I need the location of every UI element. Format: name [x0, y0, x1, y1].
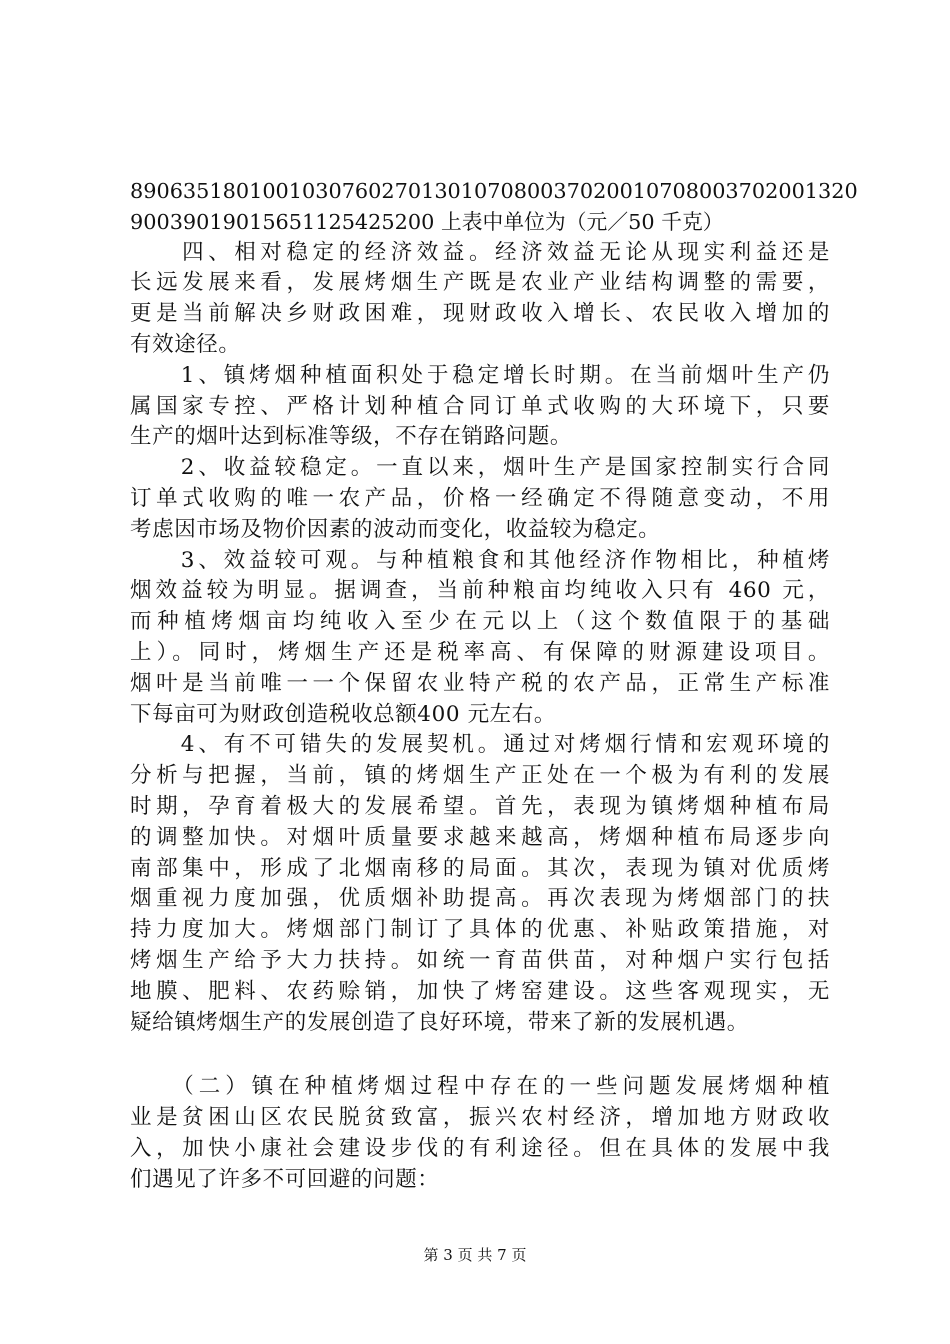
text-line: 们遇见了许多不可回避的问题：	[130, 1166, 440, 1192]
text-line: 4、有不可错失的发展契机。通过对烤烟行情和宏观环境的	[130, 732, 830, 758]
text-line: 90039019015651125425200 上表中单位为（元／50 千克）	[130, 209, 724, 234]
document-body	[130, 176, 858, 1196]
text-line: 四、相对稳定的经济效益。经济效益无论从现实利益还是	[130, 239, 830, 265]
paragraph-gap	[130, 1038, 830, 1072]
text-line: 1、镇烤烟种植面积处于稳定增长时期。在当前烟叶生产仍	[130, 362, 830, 388]
text-line: 下每亩可为财政创造税收总额400 元左右。	[130, 701, 556, 727]
text-line: 疑给镇烤烟生产的发展创造了良好环境，带来了新的发展机遇。	[130, 1009, 749, 1035]
text-line: 烟叶是当前唯一一个保留农业特产税的农产品，正常生产标准	[130, 670, 830, 696]
text-line: （二）镇在种植烤烟过程中存在的一些问题发展烤烟种植	[130, 1074, 830, 1100]
text-line: 更是当前解决乡财政困难，现财政收入增长、农民收入增加的	[130, 301, 830, 327]
text-line: 烤烟生产给予大力扶持。如统一育苗供苗，对种烟户实行包括	[130, 947, 830, 973]
text-line: 上）。同时，烤烟生产还是税率高、有保障的财源建设项目。	[130, 639, 830, 665]
text-line: 订单式收购的唯一农产品，价格一经确定不得随意变动，不用	[130, 485, 830, 511]
paragraph-block-problems	[130, 1072, 830, 1195]
text-line: 烟效益较为明显。据调查，当前种粮亩均纯收入只有 460 元，	[130, 578, 830, 604]
text-line: 时期，孕育着极大的发展希望。首先，表现为镇烤烟种植布局	[130, 793, 830, 819]
text-line: 南部集中，形成了北烟南移的局面。其次，表现为镇对优质烤	[130, 855, 830, 881]
text-line: 有效途径。	[130, 331, 241, 357]
text-line: 考虑因市场及物价因素的波动而变化，收益较为稳定。	[130, 516, 661, 542]
text-line: 入，加快小康社会建设步伐的有利途径。但在具体的发展中我	[130, 1135, 830, 1161]
text-line: 烟重视力度加强，优质烟补助提高。再次表现为烤烟部门的扶	[130, 886, 830, 912]
text-line: 8906351801001030760270130107080037020010708003702001320	[130, 179, 858, 203]
text-line: 2、收益较稳定。一直以来，烟叶生产是国家控制实行合同	[130, 455, 830, 481]
text-line: 属国家专控、严格计划种植合同订单式收购的大环境下，只要	[130, 393, 830, 419]
paragraph-block-economic-benefits	[130, 176, 858, 1038]
page-footer: 第 3 页 共 7 页	[423, 1246, 527, 1264]
text-line: 业是贫困山区农民脱贫致富，振兴农村经济，增加地方财政收	[130, 1105, 830, 1131]
text-line: 持力度加大。烤烟部门制订了具体的优惠、补贴政策措施，对	[130, 917, 830, 943]
text-line: 而种植烤烟亩均纯收入至少在元以上（这个数值限于的基础	[130, 609, 830, 635]
text-line: 地膜、肥料、农药赊销，加快了烤窑建设。这些客观现实，无	[130, 978, 830, 1004]
text-line: 生产的烟叶达到标准等级，不存在销路问题。	[130, 424, 573, 450]
text-line: 3、效益较可观。与种植粮食和其他经济作物相比，种植烤	[130, 547, 830, 573]
text-line: 的调整加快。对烟叶质量要求越来越高，烤烟种植布局逐步向	[130, 824, 830, 850]
text-line: 长远发展来看，发展烤烟生产既是农业产业结构调整的需要，	[130, 270, 830, 296]
text-line: 分析与把握，当前，镇的烤烟生产正处在一个极为有利的发展	[130, 763, 830, 789]
